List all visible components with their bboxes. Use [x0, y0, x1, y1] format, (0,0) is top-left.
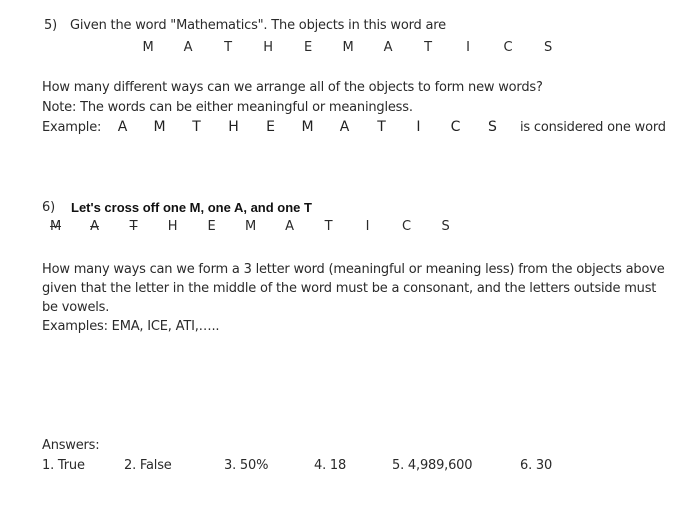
q6-letter-struck: M: [49, 219, 62, 234]
q6-question: How many ways can we form a 3 letter word (meaningful or meaning less) from the objects above given that the letter in the middle of the word must be a consonant, and the letters outside must be vowels.: [42, 262, 665, 315]
q6-letter: C: [402, 219, 411, 234]
q6-letter: E: [207, 219, 216, 234]
answer-item: 1. True: [42, 458, 85, 473]
q5-example-letter: S: [488, 119, 497, 135]
q5-example-letter: M: [153, 119, 166, 135]
q6-letter-struck: T: [129, 219, 138, 234]
answers-label: Answers:: [42, 438, 100, 453]
q5-example-label: Example:: [42, 120, 102, 135]
q5-question: How many different ways can we arrange all of the objects to form new words?: [42, 80, 543, 95]
q5-example-letter: C: [450, 119, 461, 135]
q6-letter: M: [244, 219, 257, 234]
q5-example-letter: A: [339, 119, 350, 135]
q6-title: Let's cross off one M, one A, and one T: [71, 200, 312, 215]
q5-letter: M: [342, 40, 354, 55]
q6-number: 6): [42, 200, 55, 215]
q5-number: 5): [44, 18, 57, 33]
q5-example-letter: M: [301, 119, 314, 135]
q5-letter: E: [303, 40, 312, 55]
q6-examples: Examples: EMA, ICE, ATI,…..: [42, 319, 220, 334]
q5-letter: A: [383, 40, 393, 55]
answer-item: 5. 4,989,600: [392, 458, 473, 473]
q5-letter: H: [263, 40, 273, 55]
q6-letter: I: [365, 219, 370, 234]
q6-letter: T: [324, 219, 333, 234]
answer-item: 4. 18: [314, 458, 347, 473]
q5-note: Note: The words can be either meaningful or meaningless.: [42, 100, 413, 115]
q6-letter-struck: A: [90, 219, 99, 234]
q6-letter: S: [441, 219, 450, 234]
q5-letter: A: [183, 40, 193, 55]
q5-example-letter: H: [228, 119, 239, 135]
q5-letter-row: [128, 40, 568, 55]
answer-item: 3. 50%: [224, 458, 269, 473]
answer-item: 6. 30: [520, 458, 553, 473]
q5-letter: M: [142, 40, 154, 55]
q6-letter-row: [36, 219, 465, 234]
answers-list: [42, 458, 580, 473]
q6-letter: A: [285, 219, 294, 234]
answer-item: 2. False: [124, 458, 172, 473]
q5-letter: C: [503, 40, 513, 55]
q5-example-letter-row: [104, 119, 511, 135]
q5-letter: T: [224, 40, 232, 55]
q6-letter: H: [167, 219, 178, 234]
q5-prompt: Given the word "Mathematics". The objects in this word are: [70, 18, 446, 33]
q5-letter: S: [543, 40, 553, 55]
q5-example-letter: A: [117, 119, 128, 135]
q5-letter: I: [466, 40, 470, 55]
q5-example-letter: I: [416, 119, 421, 135]
q5-example-letter: T: [377, 119, 386, 135]
q5-letter: T: [424, 40, 432, 55]
q5-example-letter: E: [266, 119, 275, 135]
q5-example-letter: T: [192, 119, 201, 135]
q5-example-suffix: is considered one word: [520, 120, 666, 135]
